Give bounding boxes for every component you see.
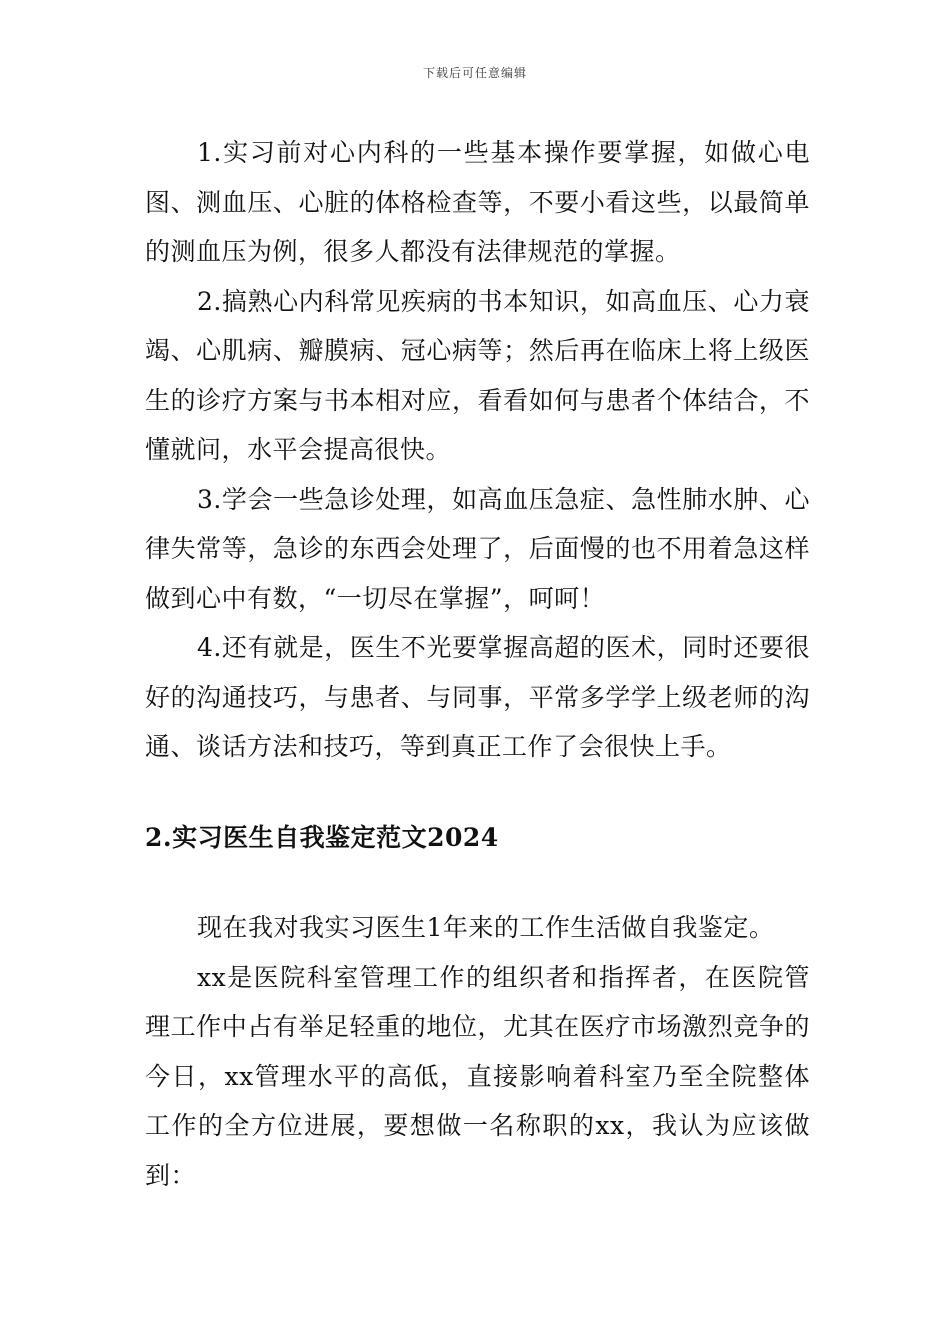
document-body (145, 128, 810, 1200)
section-title: 2.实习医生自我鉴定范文2024 (145, 822, 499, 852)
paragraph-1: 1.实习前对心内科的一些基本操作要掌握，如做心电图、测血压、心脏的体格检查等，不要小看这些，以最简单的测血压为例，很多人都没有法律规范的掌握。 (145, 138, 810, 266)
paragraph-2: 2.搞熟心内科常见疾病的书本知识，如高血压、心力衰竭、心肌病、瓣膜病、冠心病等；然后再在临床上将上级医生的诊疗方案与书本相对应，看看如何与患者个体结合，不懂就问，水平会提高很快。 (145, 286, 810, 464)
page-header: 下载后可任意编辑 (422, 66, 527, 80)
section-2-body (145, 903, 810, 1200)
paragraph-3: 3.学会一些急诊处理，如高血压急症、急性肺水肿、心律失常等，急诊的东西会处理了，后面慢的也不用着急这样做到心中有数，“一切尽在掌握”，呵呵！ (145, 484, 810, 613)
paragraph-6: xx是医院科室管理工作的组织者和指挥者，在医院管理工作中占有举足轻重的地位，尤其在医疗市场激烈竞争的今日，xx管理水平的高低，直接影响着科室乃至全院整体工作的全方位进展，要想做一名称职的xx，我认为应该做到： (145, 962, 810, 1190)
paragraph-5: 现在我对我实习医生1年来的工作生活做自我鉴定。 (197, 913, 775, 942)
paragraph-4: 4.还有就是，医生不光要掌握高超的医术，同时还要很好的沟通技巧，与患者、与同事，平常多学学上级老师的沟通、谈话方法和技巧，等到真正工作了会很快上手。 (145, 633, 810, 761)
